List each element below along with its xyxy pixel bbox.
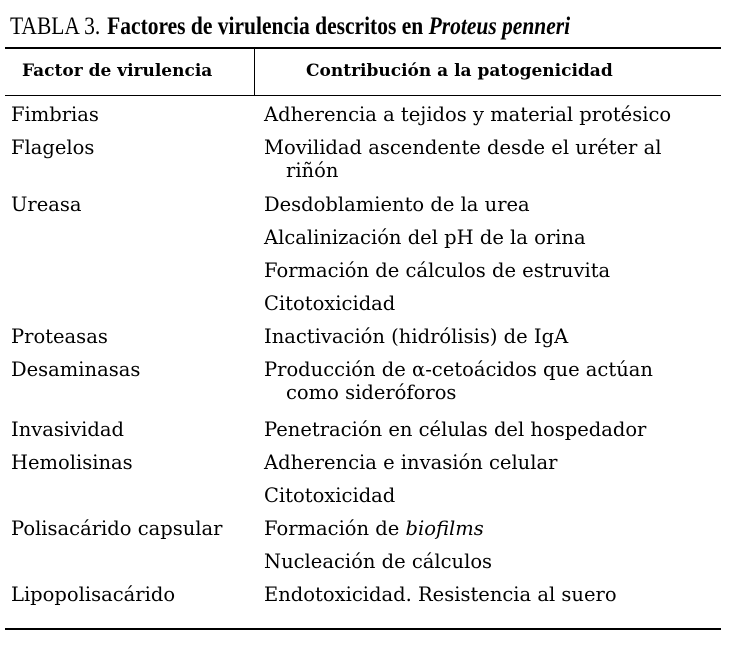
factor-cell: Proteasas [11, 325, 108, 348]
table-row [0, 322, 732, 355]
table-number: TABLA 3. [10, 13, 101, 40]
table-row [0, 355, 732, 415]
table-row [0, 514, 732, 547]
table-caption [10, 12, 622, 42]
header-factor: Factor de virulencia [22, 61, 213, 81]
contribution-cell: Citotoxicidad [264, 292, 396, 315]
contribution-cell: Citotoxicidad [264, 484, 396, 507]
table-row [0, 415, 732, 448]
table-row [0, 481, 732, 514]
table-row [0, 223, 732, 256]
header-contribution: Contribución a la patogenicidad [306, 61, 613, 81]
header-divider [254, 49, 255, 95]
contribution-cell: Penetración en células del hospedador [264, 418, 647, 441]
contribution-cell: Alcalinización del pH de la orina [264, 226, 586, 249]
contribution-cell: Producción de α-cetoácidos que actúan como sideróforos [264, 358, 653, 404]
contribution-cell: Endotoxicidad. Resistencia al suero [264, 583, 617, 606]
contribution-cell: Movilidad ascendente desde el uréter al riñón [264, 136, 662, 182]
contribution-cell: Adherencia a tejidos y material protésico [264, 103, 672, 126]
header-rule [5, 95, 721, 96]
factor-cell: Invasividad [11, 418, 124, 441]
contribution-cell: Inactivación (hidrólisis) de IgA [264, 325, 569, 348]
biofilms-term: biofilms [405, 517, 484, 540]
table-row [0, 547, 732, 580]
factor-cell: Ureasa [11, 193, 82, 216]
bottom-rule [5, 628, 721, 630]
table-row [0, 448, 732, 481]
species-name: Proteus penneri [428, 13, 571, 40]
table-title: Factores de virulencia descritos en [107, 13, 424, 40]
contribution-cell: Desdoblamiento de la urea [264, 193, 530, 216]
contribution-cell: Formación de cálculos de estruvita [264, 259, 611, 282]
table-row [0, 256, 732, 289]
table-row [0, 100, 732, 133]
table-row [0, 289, 732, 322]
contribution-cell: Formación de biofilms [264, 517, 484, 540]
table-row [0, 133, 732, 190]
factor-cell: Flagelos [11, 136, 95, 159]
top-rule [5, 47, 721, 49]
factor-cell: Polisacárido capsular [11, 517, 223, 540]
factor-cell: Lipopolisacárido [11, 583, 176, 606]
factor-cell: Hemolisinas [11, 451, 133, 474]
factor-cell: Fimbrias [11, 103, 99, 126]
contribution-cell: Adherencia e invasión celular [264, 451, 558, 474]
table-row [0, 580, 732, 613]
factor-cell: Desaminasas [11, 358, 141, 381]
table-body [0, 100, 732, 613]
contribution-cell: Nucleación de cálculos [264, 550, 493, 573]
table-row [0, 190, 732, 223]
